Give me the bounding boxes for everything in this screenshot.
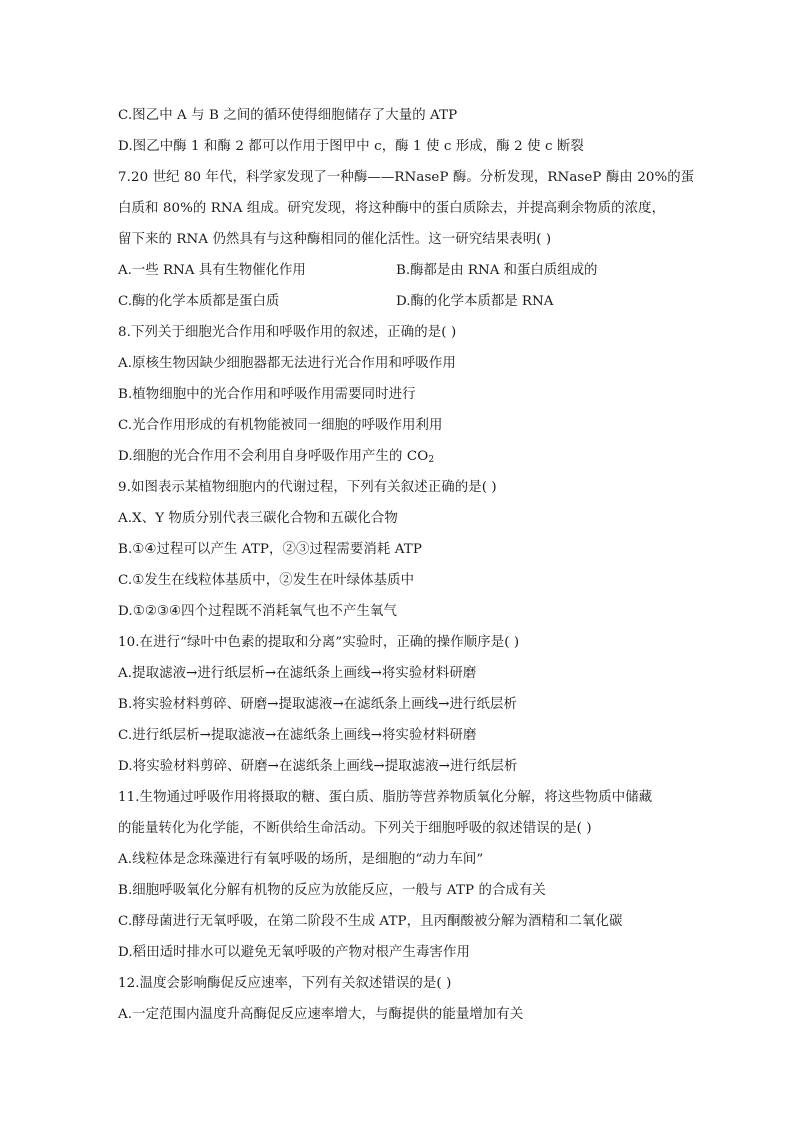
- prev-option-d: D.图乙中酶 1 和酶 2 都可以作用于图甲中 c，酶 1 使 c 形成，酶 2 使 c 断裂: [118, 139, 584, 154]
- q9-stem: 9.如图表示某植物细胞内的代谢过程，下列有关叙述正确的是( ): [118, 480, 497, 495]
- q11-option-c: C.酵母菌进行无氧呼吸，在第二阶段不生成 ATP，且丙酮酸被分解为酒精和二氧化碳: [118, 914, 623, 929]
- q7-options-row-1: [118, 255, 678, 286]
- q8-option-d: [118, 441, 678, 472]
- q11-stem-line-2: 的能量转化为化学能，不断供给生命活动。下列关于细胞呼吸的叙述错误的是( ): [118, 821, 592, 836]
- q11-option-d: D.稻田适时排水可以避免无氧呼吸的产物对根产生毒害作用: [118, 945, 470, 960]
- q7-option-d: D.酶的化学本质都是 RNA: [396, 294, 554, 309]
- q12-stem: 12.温度会影响酶促反应速率，下列有关叙述错误的是( ): [118, 976, 452, 991]
- q7-stem-line-1: 7.20 世纪 80 年代，科学家发现了一种酶——RNaseP 酶。分析发现，RNaseP 酶由 20%的蛋: [118, 170, 695, 185]
- exam-page: [118, 100, 695, 1030]
- q11-option-a: A.线粒体是念珠藻进行有氧呼吸的场所，是细胞的“动力车间”: [118, 852, 484, 867]
- q8-option-d-text: D.细胞的光合作用不会利用自身呼吸作用产生的 CO: [118, 449, 429, 464]
- q7-stem-line-3: 留下来的 RNA 仍然具有与这种酶相同的催化活性。这一研究结果表明( ): [118, 232, 552, 247]
- q9-option-c: C.①发生在线粒体基质中，②发生在叶绿体基质中: [118, 573, 415, 588]
- q9-option-a: A.X、Y 物质分别代表三碳化合物和五碳化合物: [118, 511, 398, 526]
- q11-stem-line-1: 11.生物通过呼吸作用将摄取的糖、蛋白质、脂肪等营养物质氧化分解，将这些物质中储藏: [118, 790, 653, 805]
- q7-option-c: C.酶的化学本质都是蛋白质: [118, 294, 280, 309]
- prev-option-c: C.图乙中 A 与 B 之间的循环使得细胞储存了大量的 ATP: [118, 108, 458, 123]
- q10-option-b: B.将实验材料剪碎、研磨→提取滤液→在滤纸条上画线→进行纸层析: [118, 697, 518, 712]
- q8-stem: 8.下列关于细胞光合作用和呼吸作用的叙述，正确的是( ): [118, 325, 457, 340]
- q10-stem: 10.在进行“绿叶中色素的提取和分离”实验时，正确的操作顺序是( ): [118, 635, 520, 650]
- q10-option-a: A.提取滤液→进行纸层析→在滤纸条上画线→将实验材料研磨: [118, 666, 477, 681]
- q8-option-a: A.原核生物因缺少细胞器都无法进行光合作用和呼吸作用: [118, 356, 456, 371]
- q11-option-b: B.细胞呼吸氧化分解有机物的反应为放能反应，一般与 ATP 的合成有关: [118, 883, 546, 898]
- q8-option-b: B.植物细胞中的光合作用和呼吸作用需要同时进行: [118, 387, 416, 402]
- q7-option-a: A.一些 RNA 具有生物催化作用: [118, 263, 306, 278]
- q10-option-c: C.进行纸层析→提取滤液→在滤纸条上画线→将实验材料研磨: [118, 728, 477, 743]
- q8-option-d-subscript: 2: [428, 455, 435, 465]
- q7-option-b: B.酶都是由 RNA 和蛋白质组成的: [396, 263, 598, 278]
- q12-option-a: A.一定范围内温度升高酶促反应速率增大，与酶提供的能量增加有关: [118, 1007, 524, 1022]
- q7-options-row-2: [118, 286, 678, 317]
- q10-option-d: D.将实验材料剪碎、研磨→在滤纸条上画线→提取滤液→进行纸层析: [118, 759, 518, 774]
- q9-option-d: D.①②③④四个过程既不消耗氧气也不产生氧气: [118, 604, 397, 619]
- q8-option-c: C.光合作用形成的有机物能被同一细胞的呼吸作用利用: [118, 418, 443, 433]
- q7-stem-line-2: 白质和 80%的 RNA 组成。研究发现，将这种酶中的蛋白质除去，并提高剩余物质的浓度，: [118, 201, 666, 216]
- q9-option-b: B.①④过程可以产生 ATP，②③过程需要消耗 ATP: [118, 542, 422, 557]
